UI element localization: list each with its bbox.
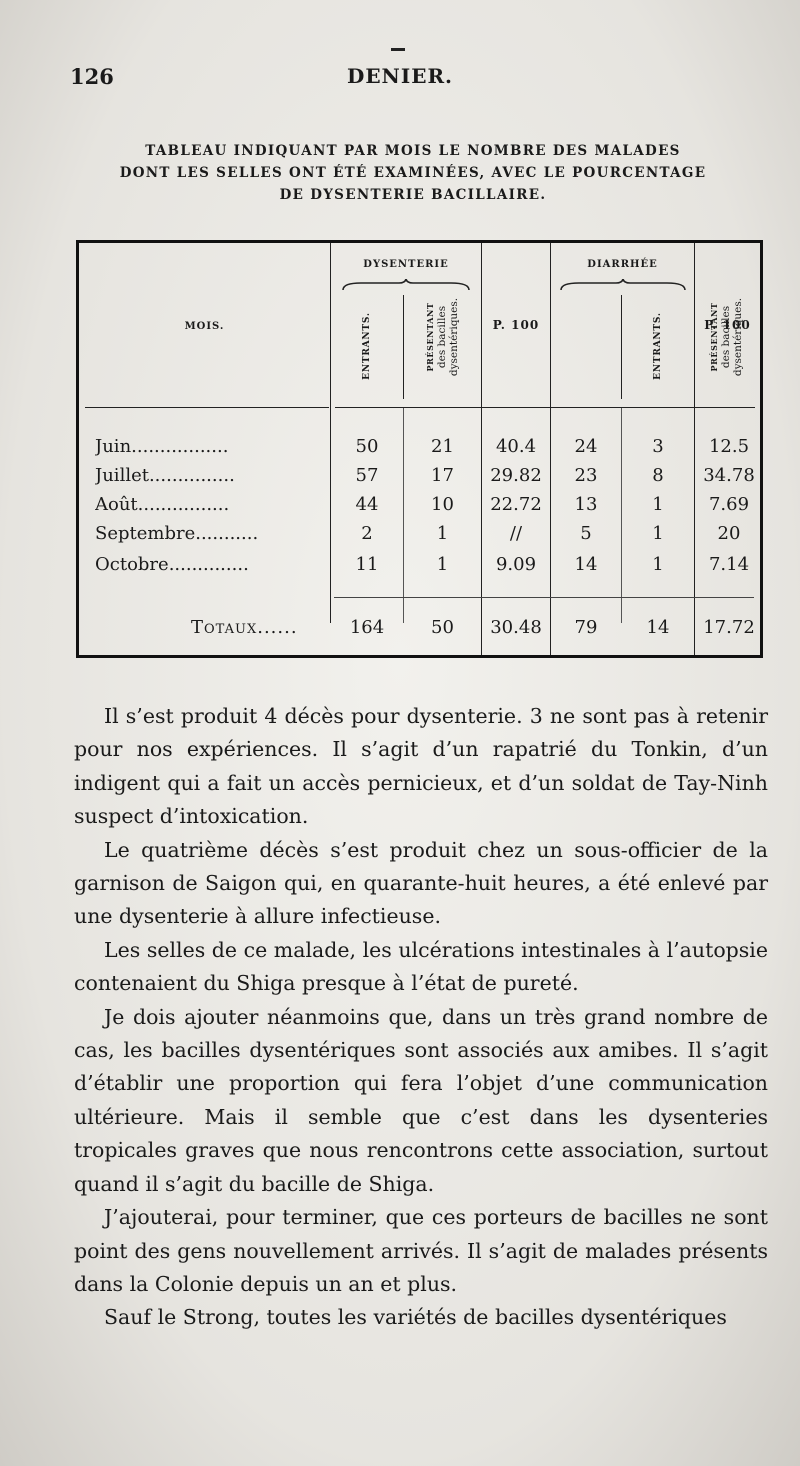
paragraph: Le quatrième décès s’est produit chez un sous-officier de la garnison de Saigon qui, en quarante-huit heures, a été enlevé par une dysenterie à allure infectieuse. <box>74 837 768 929</box>
header-entrants-dysenterie: ENTRANTS. <box>362 312 372 380</box>
cell-d-p100: 29.82 <box>490 465 542 486</box>
cell-mois: Septembre........... <box>95 523 259 544</box>
cell-d-p100: 40.4 <box>495 436 537 457</box>
cell-mois: Octobre.............. <box>95 554 249 575</box>
cell-r-entrants: 13 <box>574 494 598 515</box>
header-line: dysentériques. <box>732 297 744 377</box>
totals-row <box>79 617 760 647</box>
cell-d-entrants: 57 <box>355 465 379 486</box>
table-row <box>79 436 760 466</box>
cell-d-p100: 9.09 <box>495 554 537 575</box>
cell-r-p100: 17.72 <box>703 617 755 638</box>
cell-r-entrants: 79 <box>574 617 598 638</box>
header-dysenterie: DYSENTERIE <box>363 259 449 270</box>
header-mois: MOIS. <box>184 321 225 332</box>
paragraph: Il s’est produit 4 décès pour dysenterie. 3 ne sont pas à retenir pour nos expériences. Il s’agit d’un rapatrié du Tonkin, d’un indigent qui a fait un accès pernicieux, et d’un soldat de Tay-Ninh suspect d’intoxication. <box>74 704 768 829</box>
cell-d-presentant: 50 <box>431 617 454 638</box>
cell-r-entrants: 5 <box>580 523 592 544</box>
cell-r-p100: 7.14 <box>708 554 750 575</box>
cell-d-presentant: 1 <box>436 523 449 544</box>
cell-mois: Juillet............... <box>95 465 235 486</box>
cell-d-presentant: 1 <box>436 554 449 575</box>
header-rule <box>85 407 329 408</box>
cell-d-p100: // <box>509 523 523 544</box>
column-rule <box>403 295 404 399</box>
cell-r-presentant: 1 <box>652 554 664 575</box>
cell-d-entrants: 11 <box>355 554 379 575</box>
table-row <box>79 465 760 495</box>
cell-r-presentant: 14 <box>646 617 670 638</box>
header-diarrhee: DIARRHÉE <box>587 259 658 270</box>
header-presentant-dysenterie <box>424 287 460 387</box>
table-row <box>79 494 760 524</box>
page-number: 126 <box>70 64 114 89</box>
cell-r-entrants: 23 <box>574 465 598 486</box>
cell-d-entrants: 44 <box>355 494 379 515</box>
brace-diarrhee <box>559 279 687 291</box>
cell-r-p100: 34.78 <box>703 465 755 486</box>
caption-line: DONT LES SELLES ONT ÉTÉ EXAMINÉES, AVEC LE POURCENTAGE <box>119 165 707 181</box>
cell-r-presentant: 8 <box>652 465 664 486</box>
cell-d-presentant: 21 <box>431 436 454 457</box>
caption-line: DE DYSENTERIE BACILLAIRE. <box>279 187 547 203</box>
header-line: PRÉSENTANT <box>425 302 435 372</box>
paragraph: Je dois ajouter néanmoins que, dans un très grand nombre de cas, les bacilles dysentériques sont associés aux amibes. Il s’agit d’établir une proportion qui fera l’objet d’une communication ultérieure. Mais il semble que c’est dans les dysenteries tropicales graves que nous rencontrons cette association, surtout quand il s’agit du bacille de Shiga. <box>74 1004 768 1196</box>
table-row <box>79 523 760 553</box>
cell-mois: Août................ <box>95 494 230 515</box>
cell-r-entrants: 14 <box>574 554 598 575</box>
header-rule <box>335 407 755 408</box>
cell-d-entrants: 164 <box>349 617 385 638</box>
cell-mois: Juin................. <box>95 436 229 457</box>
header-presentant-diarrhee <box>708 287 744 387</box>
caption-line: TABLEAU INDIQUANT PAR MOIS LE NOMBRE DES MALADES <box>145 143 681 159</box>
cell-r-presentant: 3 <box>652 436 664 457</box>
cell-d-entrants: 2 <box>361 523 373 544</box>
cell-r-presentant: 1 <box>652 523 664 544</box>
paragraph: Sauf le Strong, toutes les variétés de bacilles dysentériques <box>104 1305 727 1330</box>
cell-d-presentant: 10 <box>431 494 454 515</box>
body-text <box>74 700 768 1335</box>
cell-r-p100: 7.69 <box>708 494 750 515</box>
cell-d-p100: 30.48 <box>490 617 542 638</box>
header-entrants-diarrhee: ENTRANTS. <box>653 312 663 380</box>
cell-d-entrants: 50 <box>355 436 379 457</box>
totals-rule <box>334 597 754 598</box>
cell-r-presentant: 1 <box>652 494 664 515</box>
table-caption <box>78 140 748 206</box>
cell-r-p100: 20 <box>717 523 741 544</box>
header-p100-dysenterie: P. 100 <box>492 318 540 332</box>
header-line: des bacilles <box>436 305 448 369</box>
cell-r-p100: 12.5 <box>708 436 750 457</box>
paragraph: Les selles de ce malade, les ulcérations intestinales à l’autopsie contenaient du Shiga presque à l’état de pureté. <box>74 937 768 996</box>
header-line: PRÉSENTANT <box>709 302 719 372</box>
header-line: dysentériques. <box>448 297 460 377</box>
paragraph: J’ajouterai, pour terminer, que ces porteurs de bacilles ne sont point des gens nouvellement arrivés. Il s’agit de malades présents dans la Colonie depuis un an et plus. <box>74 1205 768 1296</box>
column-rule <box>621 295 622 399</box>
table-row <box>79 554 760 584</box>
cell-d-p100: 22.72 <box>490 494 542 515</box>
header-p100-diarrhee: P. 100 <box>704 318 751 332</box>
header-line: des bacilles <box>720 305 732 369</box>
running-title: DENIER. <box>346 64 454 88</box>
cell-d-presentant: 17 <box>431 465 454 486</box>
top-dash-mark <box>391 48 405 51</box>
cell-totaux: Totaux...... <box>191 617 298 638</box>
data-table <box>76 240 763 658</box>
cell-r-entrants: 24 <box>574 436 598 457</box>
